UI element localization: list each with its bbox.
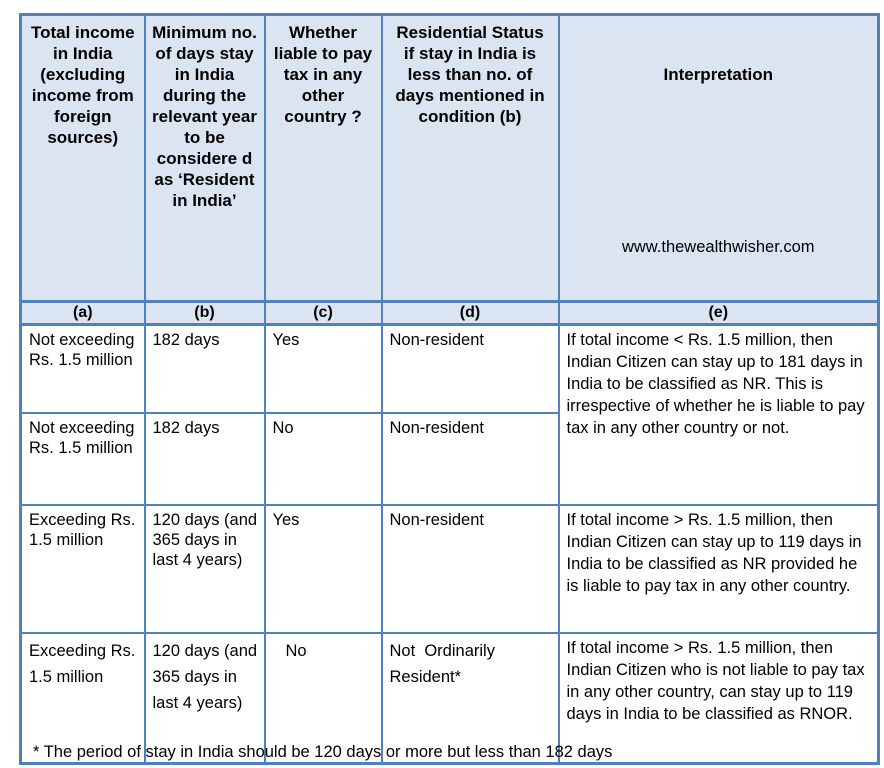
cell-taxliable-row1: Yes [265,325,382,414]
header-cell-min-days: Minimum no. of days stay in India during the relevant year to be considere d as ‘Resident in India’ [145,15,265,302]
cell-days-row1: 182 days [145,325,265,414]
header-cell-interpretation [559,15,879,302]
cell-taxliable-row4: No [265,633,382,764]
cell-income-row3: Exceeding Rs. 1.5 million [21,505,145,633]
header-cell-residential-status: Residential Status if stay in India is less than no. of days mentioned in condition (b) [382,15,559,302]
header-cell-total-income: Total income in India (excluding income from foreign sources) [21,15,145,302]
interpretation-header-label: Interpretation [663,65,774,84]
cell-days-row4: 120 days (and 365 days in last 4 years) [145,633,265,764]
letter-cell-c: (c) [265,302,382,325]
table-row [21,505,879,633]
cell-income-row2: Not exceeding Rs. 1.5 million [21,413,145,505]
cell-interpretation-row4: If total income > Rs. 1.5 million, then Indian Citizen who is not liable to pay tax in any other country, can stay up to 119 days in India to be classified as RNOR. [559,633,879,764]
cell-taxliable-row3: Yes [265,505,382,633]
letter-cell-a: (a) [21,302,145,325]
cell-income-row1: Not exceeding Rs. 1.5 million [21,325,145,414]
cell-taxliable-row2: No [265,413,382,505]
letter-cell-b: (b) [145,302,265,325]
column-letter-row [21,302,879,325]
letter-cell-d: (d) [382,302,559,325]
cell-status-row1: Non-resident [382,325,559,414]
cell-status-row2: Non-resident [382,413,559,505]
header-cell-tax-liability: Whether liable to pay tax in any other country ? [265,15,382,302]
cell-status-row4: Not Ordinarily Resident* [382,633,559,764]
site-watermark: www.thewealthwisher.com [621,238,815,256]
letter-cell-e: (e) [559,302,879,325]
cell-interpretation-row3: If total income > Rs. 1.5 million, then Indian Citizen can stay up to 119 days in India to be classified as NR provided he is liable to pay tax in any other country. [559,505,879,633]
footnote: * The period of stay in India should be 120 days or more but less than 182 days [33,743,613,761]
table-row [21,325,879,414]
cell-income-row4: Exceeding Rs. 1.5 million [21,633,145,764]
cell-days-row2: 182 days [145,413,265,505]
table-header-row [21,15,879,302]
residential-status-table [19,13,880,765]
cell-days-row3: 120 days (and 365 days in last 4 years) [145,505,265,633]
cell-interpretation-rows1-2: If total income < Rs. 1.5 million, then Indian Citizen can stay up to 181 days in India to be classified as NR. This is irrespective of whether he is liable to pay tax in any other country or not. [559,325,879,506]
cell-status-row3: Non-resident [382,505,559,633]
